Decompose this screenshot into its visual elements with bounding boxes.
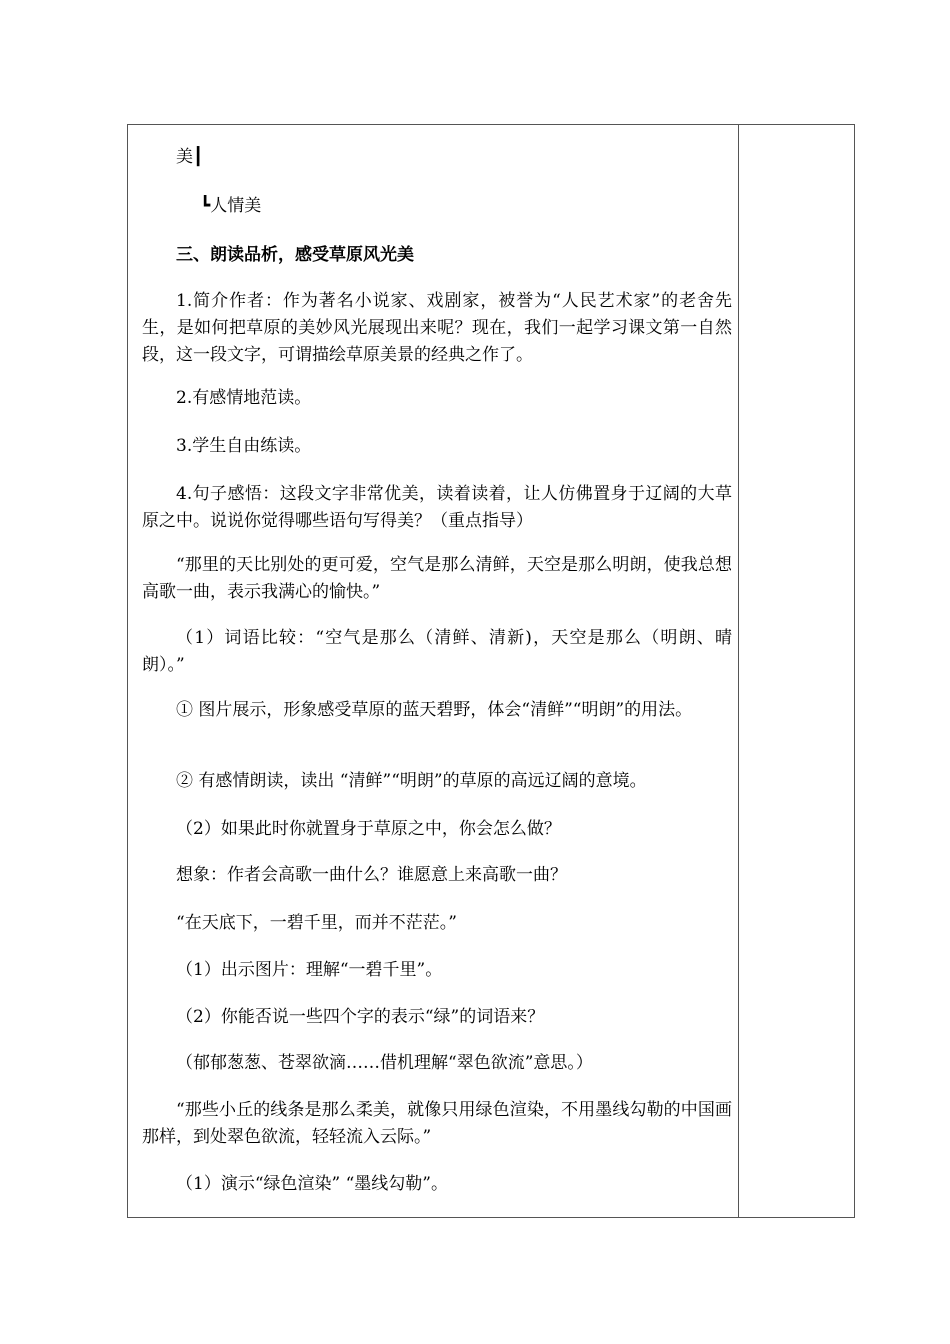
paragraph-free-reading: 3.学生自由练读。 xyxy=(176,436,312,456)
paragraph-green-words: （2）你能否说一些四个字的表示“绿”的词语来？ xyxy=(176,1007,545,1027)
paragraph-model-reading: 2.有感情地范读。 xyxy=(176,388,312,408)
section-heading: 三、朗读品析，感受草原风光美 xyxy=(176,245,414,265)
paragraph-green-examples: （郁郁葱葱、苍翠欲滴……借机理解“翠色欲流”意思。） xyxy=(176,1053,593,1073)
paragraph-word-compare: （1）词语比较：“空气是那么（清鲜、清新)，天空是那么（明朗、晴朗）。” xyxy=(142,628,732,675)
table-column-divider xyxy=(738,124,739,1218)
paragraph-intro: 1.简介作者：作为著名小说家、戏剧家，被誉为“人民艺术家”的老舍先生，是如何把草原的美妙风光展现出来呢？现在，我们一起学习课文第一自然段，这一段文字，可谓描绘草原美景的经典之作了。 xyxy=(142,291,732,365)
paragraph-quote-hills: “那些小丘的线条是那么柔美，就像只用绿色渲染，不用墨线勾勒的中国画那样，到处翠色欲流，轻轻流入云际。” xyxy=(142,1100,732,1147)
paragraph-sentence-feel: 4.句子感悟：这段文字非常优美，读着读着，让人仿佛置身于辽阔的大草原之中。说说你觉得哪些语句写得美？（重点指导） xyxy=(142,484,732,531)
tree-line-bottom: ┗人情美 xyxy=(200,196,262,216)
paragraph-demo: （1）演示“绿色渲染” “墨线勾勒”。 xyxy=(176,1174,448,1194)
paragraph-quote-green: “在天底下，一碧千里，而并不茫茫。” xyxy=(176,913,457,933)
paragraph-emotional-reading: ② 有感情朗读，读出 “清鲜”“明朗”的草原的高远辽阔的意境。 xyxy=(176,771,647,791)
paragraph-imagine: 想象：作者会高歌一曲什么？谁愿意上来高歌一曲？ xyxy=(176,865,567,885)
paragraph-show-picture: （1）出示图片：理解“一碧千里”。 xyxy=(176,960,443,980)
paragraph-imagine-question: （2）如果此时你就置身于草原之中，你会怎么做？ xyxy=(176,819,561,839)
paragraph-quote-sky: “那里的天比别处的更可爱，空气是那么清鲜，天空是那么明朗，使我总想高歌一曲，表示我满心的愉快。” xyxy=(142,555,732,602)
paragraph-picture-show: ① 图片展示，形象感受草原的蓝天碧野，体会“清鲜”“明朗”的用法。 xyxy=(176,700,693,720)
tree-line-top: 美┃ xyxy=(176,147,204,167)
